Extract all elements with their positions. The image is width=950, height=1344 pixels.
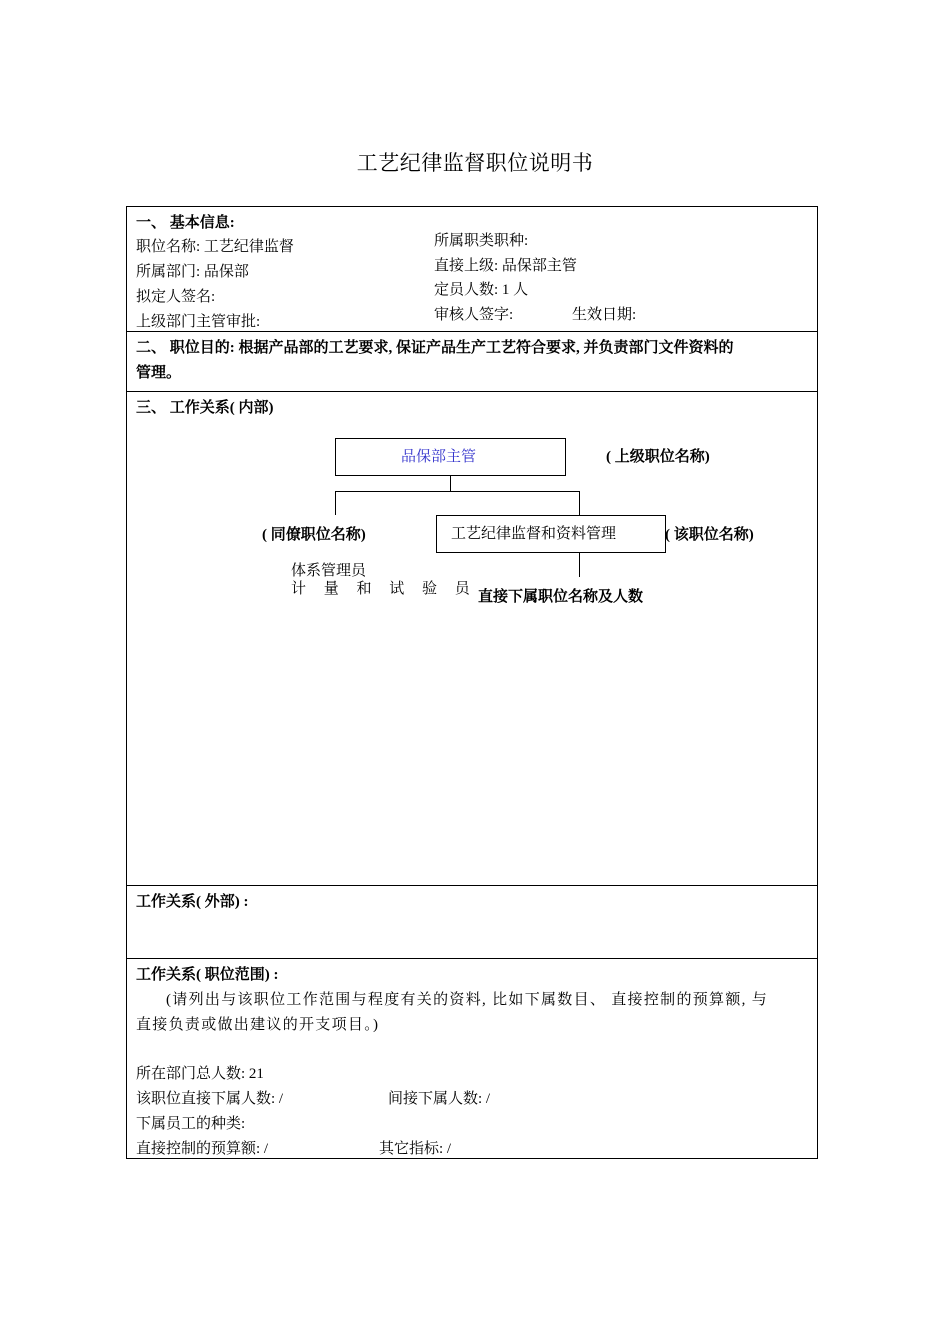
row-divider	[126, 958, 818, 959]
superior-title-label: ( 上级职位名称)	[606, 449, 710, 465]
position-title-label: ( 该职位名称)	[665, 527, 754, 543]
superior-box	[335, 438, 566, 476]
job-category: 所属职类职种:	[434, 233, 529, 249]
effective-date: 生效日期:	[572, 307, 637, 323]
internal-relations-header: 三、 工作关系( 内部)	[136, 400, 274, 416]
other-metrics: 其它指标: /	[379, 1141, 452, 1157]
direct-subordinates: 该职位直接下属人数: /	[136, 1091, 284, 1107]
drafter-signature: 拟定人签名:	[136, 289, 216, 305]
section-basic-info-header: 一、 基本信息:	[136, 215, 235, 231]
reviewer-signature: 审核人签字:	[434, 307, 514, 323]
scope-note-line1: (请列出与该职位工作范围与程度有关的资料, 比如下属数目、 直接控制的预算额, 与	[166, 992, 769, 1008]
connector-line	[579, 553, 580, 577]
peer-item: 体系管理员	[291, 563, 367, 579]
peer-title-label: ( 同僚职位名称)	[262, 527, 366, 543]
connector-line	[450, 476, 451, 491]
superior-box-label: 品保部主管	[400, 449, 476, 465]
direct-superior: 直接上级: 品保部主管	[434, 258, 577, 274]
superior-approval: 上级部门主管审批:	[136, 314, 261, 330]
scope-header: 工作关系( 职位范围) :	[136, 967, 279, 983]
direct-budget: 直接控制的预算额: /	[136, 1141, 269, 1157]
job-purpose-line2: 管理。	[136, 365, 182, 381]
row-divider	[126, 885, 818, 886]
peer-item: 计 量 和 试 验 员	[291, 581, 477, 597]
connector-line	[335, 491, 336, 515]
row-divider	[126, 391, 818, 392]
position-box-label: 工艺纪律监督和资料管理	[451, 526, 617, 542]
external-relations-header: 工作关系( 外部) :	[136, 894, 249, 910]
scope-note-line2: 直接负责或做出建议的开支项目。)	[136, 1017, 380, 1033]
department-total: 所在部门总人数: 21	[136, 1066, 264, 1082]
department: 所属部门: 品保部	[136, 264, 249, 280]
indirect-subordinates: 间接下属人数: /	[388, 1091, 491, 1107]
connector-line	[579, 491, 580, 516]
subordinate-types: 下属员工的种类:	[136, 1116, 246, 1132]
page-title: 工艺纪律监督职位说明书	[356, 151, 594, 175]
subordinate-title-label: 直接下属职位名称及人数	[478, 589, 644, 605]
job-purpose-line1: 二、 职位目的: 根据产品部的工艺要求, 保证产品生产工艺符合要求, 并负责部门文件资料的	[136, 340, 734, 356]
connector-line	[335, 491, 580, 492]
row-divider	[126, 331, 818, 332]
position-box	[436, 515, 666, 553]
position-name: 职位名称: 工艺纪律监督	[136, 239, 294, 255]
headcount: 定员人数: 1 人	[434, 282, 529, 298]
